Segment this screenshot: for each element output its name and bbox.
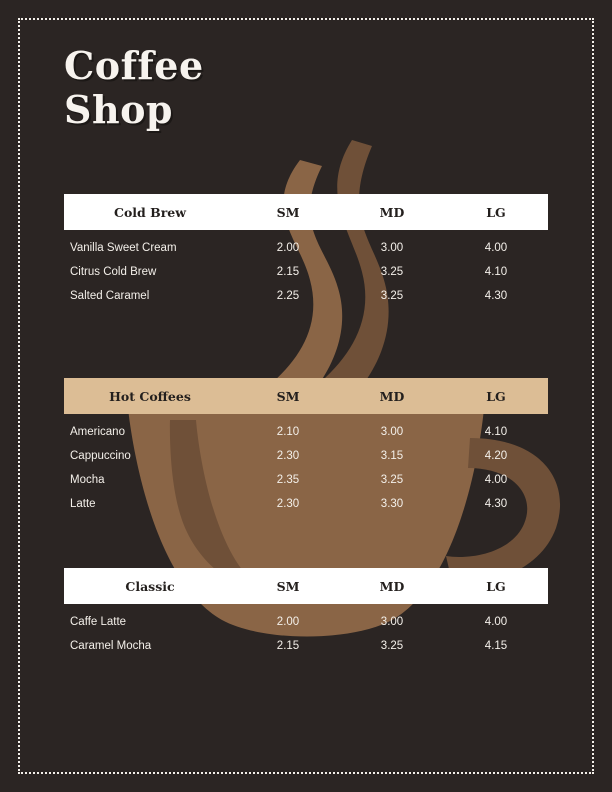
menu-item-price-sm: 2.30 <box>276 498 300 510</box>
menu-item-name: Caffe Latte <box>70 616 127 628</box>
column-header-md: MD <box>379 388 405 404</box>
section-header <box>64 378 548 414</box>
menu-item-price-md: 3.15 <box>380 450 404 462</box>
section-header <box>64 194 548 230</box>
menu-item-price-md: 3.25 <box>380 290 404 302</box>
menu-item-price-lg: 4.20 <box>484 450 508 462</box>
section-title: Hot Coffees <box>109 388 191 404</box>
menu-item-row <box>64 420 548 444</box>
menu-item-price-sm: 2.00 <box>276 242 300 254</box>
menu-item-price-lg: 4.10 <box>484 266 508 278</box>
menu-item-price-md: 3.00 <box>380 242 404 254</box>
menu-item-name: Vanilla Sweet Cream <box>70 242 177 254</box>
section-rows <box>64 604 548 658</box>
menu-item-price-md: 3.30 <box>380 498 404 510</box>
menu-item-price-sm: 2.15 <box>276 640 300 652</box>
menu-item-price-lg: 4.30 <box>484 498 508 510</box>
menu-item-row <box>64 610 548 634</box>
section-title: Classic <box>125 578 175 594</box>
section-rows <box>64 230 548 308</box>
column-header-sm: SM <box>276 204 300 220</box>
column-header-sm: SM <box>276 578 300 594</box>
menu-item-price-lg: 4.30 <box>484 290 508 302</box>
menu-item-row <box>64 468 548 492</box>
menu-item-row <box>64 284 548 308</box>
menu-section-cold-brew <box>64 194 548 308</box>
menu-item-row <box>64 634 548 658</box>
page-title <box>64 44 364 132</box>
menu-item-price-lg: 4.10 <box>484 426 508 438</box>
menu-item-row <box>64 492 548 516</box>
menu-item-name: Americano <box>70 426 125 438</box>
menu-item-price-sm: 2.15 <box>276 266 300 278</box>
menu-item-row <box>64 444 548 468</box>
menu-item-name: Mocha <box>70 474 105 486</box>
menu-item-price-sm: 2.10 <box>276 426 300 438</box>
column-header-lg: LG <box>486 204 506 220</box>
menu-item-price-md: 3.25 <box>380 474 404 486</box>
menu-item-price-md: 3.00 <box>380 426 404 438</box>
column-header-md: MD <box>379 578 405 594</box>
section-rows <box>64 414 548 516</box>
menu-item-price-sm: 2.35 <box>276 474 300 486</box>
menu-item-name: Latte <box>70 498 96 510</box>
menu-item-name: Salted Caramel <box>70 290 150 302</box>
menu-item-row <box>64 260 548 284</box>
column-header-lg: LG <box>486 388 506 404</box>
page-title-line2: Shop <box>64 87 173 132</box>
menu-item-price-sm: 2.00 <box>276 616 300 628</box>
menu-item-price-md: 3.25 <box>380 640 404 652</box>
menu-item-price-lg: 4.00 <box>484 242 508 254</box>
page-title-line1: Coffee <box>64 43 204 88</box>
menu-item-price-sm: 2.30 <box>276 450 300 462</box>
section-header <box>64 568 548 604</box>
section-title: Cold Brew <box>114 204 186 220</box>
menu-item-price-md: 3.25 <box>380 266 404 278</box>
menu-item-name: Citrus Cold Brew <box>70 266 157 278</box>
menu-item-price-lg: 4.00 <box>484 474 508 486</box>
column-header-md: MD <box>379 204 405 220</box>
column-header-lg: LG <box>486 578 506 594</box>
menu-item-price-md: 3.00 <box>380 616 404 628</box>
menu-item-price-lg: 4.00 <box>484 616 508 628</box>
menu-section-hot-coffees <box>64 378 548 516</box>
column-header-sm: SM <box>276 388 300 404</box>
menu-item-name: Cappuccino <box>70 450 131 462</box>
menu-item-row <box>64 236 548 260</box>
menu-item-price-sm: 2.25 <box>276 290 300 302</box>
menu-section-classic <box>64 568 548 658</box>
menu-item-price-lg: 4.15 <box>484 640 508 652</box>
menu-item-name: Caramel Mocha <box>70 640 152 652</box>
